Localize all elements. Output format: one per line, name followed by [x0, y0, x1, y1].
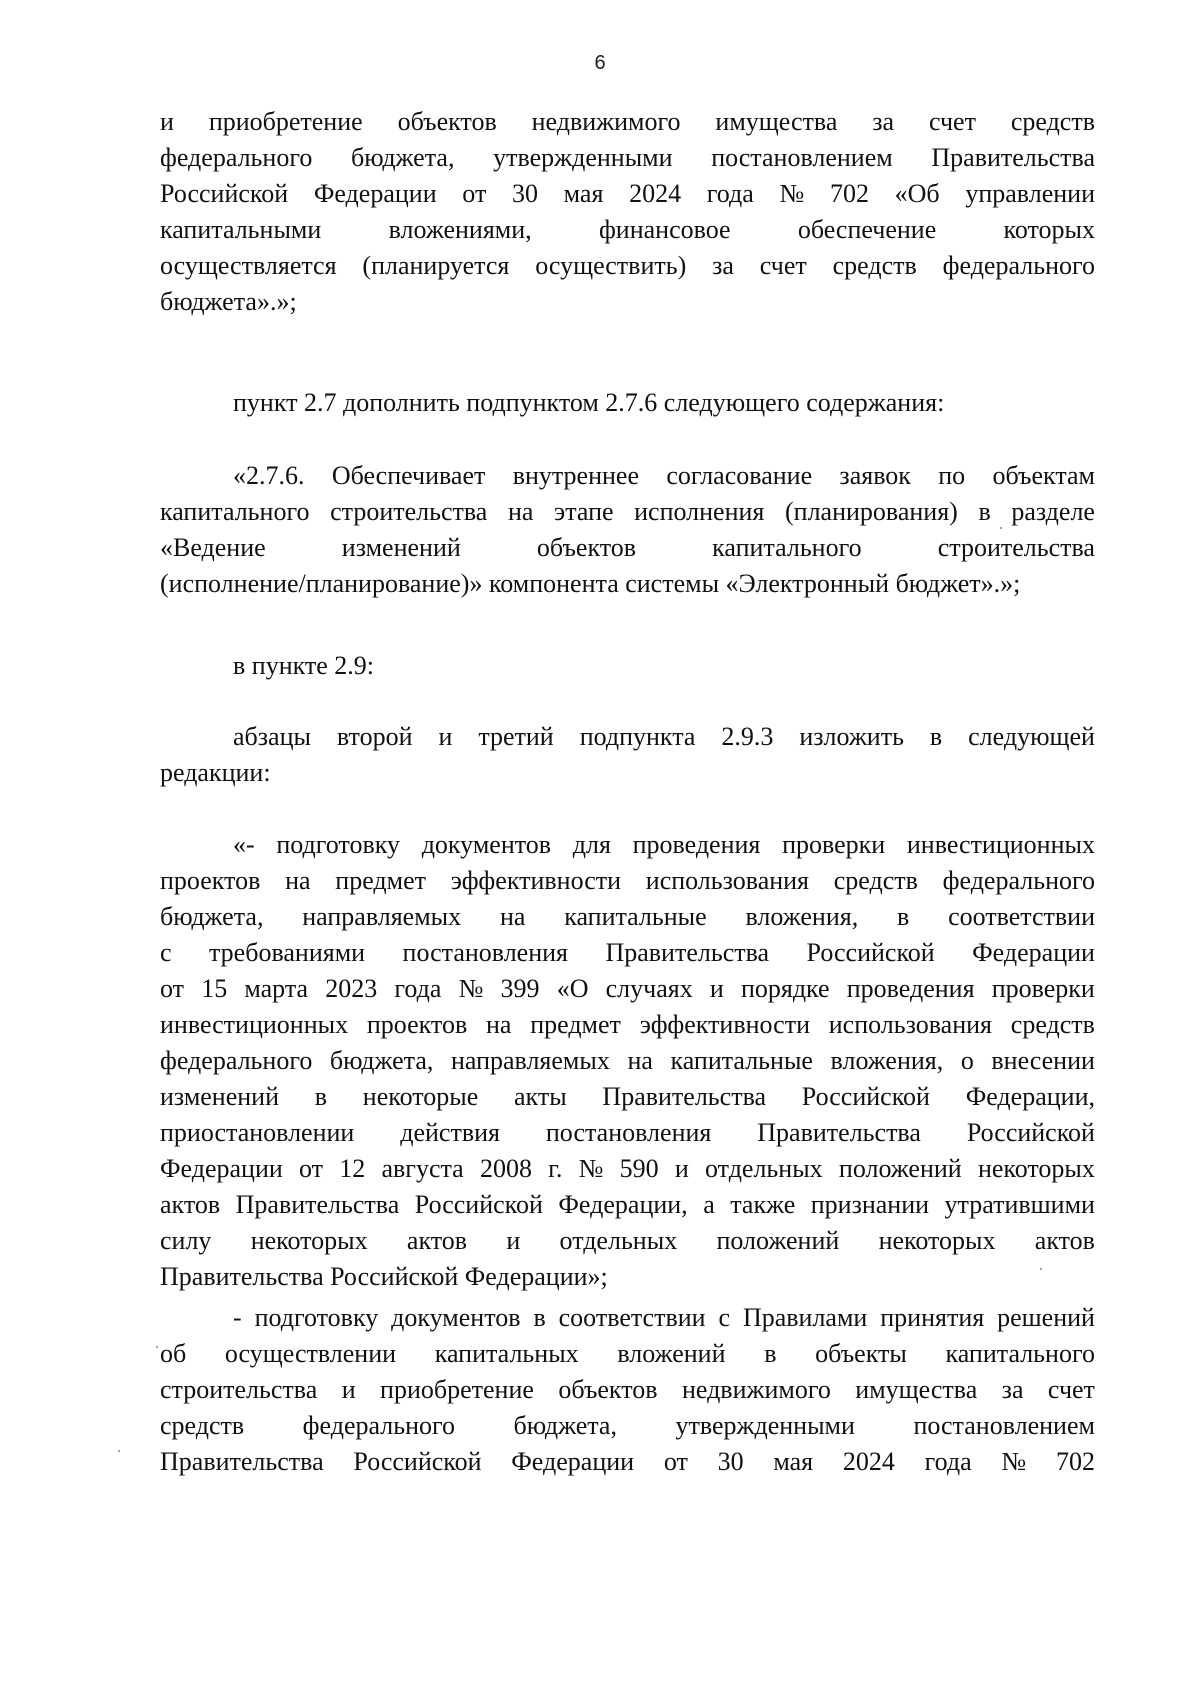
word: на — [627, 1046, 653, 1075]
paragraph — [160, 648, 1095, 684]
word: мая — [773, 1447, 814, 1476]
word: строительства — [160, 1375, 318, 1404]
word: 2024 — [629, 179, 682, 208]
word: подготовку — [276, 830, 400, 859]
word: силу — [160, 1226, 212, 1255]
scan-artifact — [1000, 527, 1002, 529]
word: подпункта — [579, 722, 696, 751]
text-line — [160, 458, 1095, 494]
word: капитального — [160, 497, 310, 526]
word: от — [462, 179, 487, 208]
word: предмет — [530, 1010, 621, 1039]
word: бюджета, — [160, 902, 264, 931]
word: федерального — [942, 866, 1095, 895]
text-line — [160, 971, 1095, 1007]
word: 15 — [201, 974, 228, 1003]
word: Федерации, — [558, 1190, 688, 1219]
word: средств — [1010, 107, 1095, 136]
word: и — [674, 1154, 689, 1183]
word: за — [712, 251, 734, 280]
word: приобретение — [208, 107, 363, 136]
text-line — [160, 1223, 1095, 1259]
word: Федерации — [313, 179, 437, 208]
word: федерального — [302, 1411, 456, 1440]
text-line — [160, 1043, 1095, 1079]
word: Правилами — [742, 1303, 868, 1332]
word: объектов — [397, 107, 497, 136]
word: соответствии — [948, 902, 1095, 931]
word: «Об — [894, 179, 940, 208]
word: обеспечение — [797, 215, 937, 244]
word: и — [506, 1226, 521, 1255]
word: документов — [421, 830, 552, 859]
text-line — [160, 176, 1095, 212]
text-line — [160, 755, 1095, 791]
word: использования — [645, 866, 810, 895]
word: требованиями — [209, 938, 366, 967]
paragraph — [160, 458, 1095, 602]
word: вложений — [617, 1339, 726, 1368]
paragraph — [160, 1300, 1095, 1480]
word: и — [160, 107, 174, 136]
word: и — [438, 722, 453, 751]
word: также — [730, 1190, 796, 1219]
word: объектов — [536, 533, 637, 562]
word: актов — [160, 1190, 221, 1219]
word: Правительства — [602, 1082, 767, 1111]
word: года — [394, 974, 442, 1003]
word: проведения — [846, 974, 975, 1003]
word: финансовое — [598, 215, 731, 244]
text-line — [160, 1336, 1095, 1372]
word: 30 — [717, 1447, 744, 1476]
word: 2.9.3 — [721, 722, 774, 751]
word: следующей — [968, 722, 1095, 751]
word: в — [929, 722, 943, 751]
word: от — [299, 1154, 324, 1183]
word: подготовку — [254, 1303, 379, 1332]
line-text: редакции: — [160, 758, 271, 787]
word: проверки — [782, 830, 886, 859]
word: бюджета, — [351, 143, 455, 172]
word: осуществить) — [535, 251, 687, 280]
word: Правительства — [605, 938, 770, 967]
word: соответствии — [558, 1303, 706, 1332]
word: капитальные — [670, 1046, 813, 1075]
word: изложить — [799, 722, 904, 751]
word: актов — [1034, 1226, 1095, 1255]
word: № — [1001, 1447, 1027, 1476]
word: счет — [1047, 1375, 1095, 1404]
text-line — [160, 1408, 1095, 1444]
word: от — [160, 974, 185, 1003]
word: от — [663, 1447, 688, 1476]
word: объектов — [558, 1375, 658, 1404]
text-line — [160, 494, 1095, 530]
word: утвержденными — [493, 143, 673, 172]
word: Правительства — [757, 1118, 921, 1147]
word: Российской — [414, 1190, 543, 1219]
text-line — [160, 104, 1095, 140]
word: Российской — [353, 1447, 482, 1476]
text-line — [160, 648, 1095, 684]
word: эффективности — [450, 866, 622, 895]
word: на — [507, 497, 534, 526]
word: в — [314, 1082, 328, 1111]
word: капитального — [712, 533, 862, 562]
text-line — [160, 1007, 1095, 1043]
word: объектам — [992, 461, 1095, 490]
word: бюджета, — [513, 1411, 617, 1440]
word: случаях — [605, 974, 693, 1003]
word: инвестиционных — [160, 1010, 349, 1039]
word: Федерации, — [965, 1082, 1095, 1111]
word: Правительства — [931, 143, 1095, 172]
word: 399 — [500, 974, 540, 1003]
word: управлении — [965, 179, 1095, 208]
word: 30 — [511, 179, 538, 208]
paragraph — [160, 827, 1095, 1295]
text-line — [160, 212, 1095, 248]
text-line — [160, 1151, 1095, 1187]
word: за — [872, 107, 895, 136]
word: федерального — [942, 251, 1095, 280]
word: Правительства — [235, 1190, 400, 1219]
text-line — [160, 1115, 1095, 1151]
word: приобретение — [380, 1375, 534, 1404]
word: федерального — [160, 143, 313, 172]
word: утвержденными — [675, 1411, 855, 1440]
text-line — [160, 719, 1095, 755]
word: по — [938, 461, 966, 490]
text-line — [160, 1187, 1095, 1223]
word: 2008 — [479, 1154, 532, 1183]
text-line — [160, 566, 1095, 602]
word: строительства — [330, 497, 488, 526]
word: а — [703, 1190, 715, 1219]
word: капитальными — [160, 215, 322, 244]
word: средств — [160, 1411, 245, 1440]
word: в — [533, 1303, 546, 1332]
word: в — [978, 497, 991, 526]
word: некоторых — [878, 1226, 996, 1255]
word: разделе — [1011, 497, 1095, 526]
text-line — [160, 1444, 1095, 1480]
word: постановления — [545, 1118, 712, 1147]
word: об — [160, 1339, 187, 1368]
line-text: Правительства Российской Федерации»; — [160, 1262, 608, 1291]
word: - — [233, 1303, 242, 1332]
word: счет — [928, 107, 976, 136]
word: некоторых — [977, 1154, 1095, 1183]
word: вложениями, — [388, 215, 532, 244]
text-line — [160, 385, 1095, 421]
word: для — [572, 830, 611, 859]
word: утратившими — [944, 1190, 1095, 1219]
line-text: пункт 2.7 дополнить подпунктом 2.7.6 следующего содержания: — [233, 388, 945, 417]
text-line — [160, 530, 1095, 566]
text-line — [160, 935, 1095, 971]
scan-artifact — [156, 1346, 158, 1348]
word: третий — [478, 722, 554, 751]
word: с — [160, 938, 172, 967]
word: августа — [381, 1154, 464, 1183]
paragraph — [160, 104, 1095, 320]
word: на — [285, 866, 311, 895]
word: положений — [838, 1154, 962, 1183]
text-line — [160, 1079, 1095, 1115]
word: № — [779, 179, 805, 208]
word: капитальные — [564, 902, 707, 931]
word: вложения, — [830, 1046, 944, 1075]
word: «О — [556, 974, 589, 1003]
word: документов — [391, 1303, 521, 1332]
word: приостановлении — [160, 1118, 355, 1147]
word: актов — [406, 1226, 468, 1255]
word: № — [578, 1154, 604, 1183]
text-line — [160, 899, 1095, 935]
word: 702 — [829, 179, 869, 208]
word: признании — [810, 1190, 930, 1219]
word: и — [341, 1375, 356, 1404]
word: предмет — [335, 866, 426, 895]
word: № — [458, 974, 484, 1003]
word: вложения, — [745, 902, 859, 931]
word: на — [499, 902, 526, 931]
text-line — [160, 140, 1095, 176]
word: некоторых — [250, 1226, 368, 1255]
word: осуществляется — [160, 251, 337, 280]
word: Российской — [801, 1082, 930, 1111]
page-number: 6 — [594, 52, 606, 74]
word: изменений — [160, 1082, 280, 1111]
word: проверки — [991, 974, 1095, 1003]
text-line — [160, 827, 1095, 863]
text-line — [160, 248, 1095, 284]
word: строительства — [937, 533, 1095, 562]
word: эффективности — [639, 1010, 810, 1039]
word: 2023 — [325, 974, 378, 1003]
word: Российской — [160, 179, 289, 208]
text-line — [160, 863, 1095, 899]
word: постановлением — [711, 143, 893, 172]
word: за — [1001, 1375, 1024, 1404]
word: 2024 — [842, 1447, 895, 1476]
word: осуществлении — [224, 1339, 397, 1368]
line-text: в пункте 2.9: — [233, 651, 375, 680]
word: на — [485, 1010, 512, 1039]
scan-artifact — [1040, 1268, 1042, 1270]
word: федерального — [160, 1046, 313, 1075]
word: проектов — [366, 1010, 468, 1039]
word: этапе — [554, 497, 614, 526]
word: Российской — [806, 938, 935, 967]
word: Правительства — [160, 1447, 324, 1476]
text-line — [160, 1300, 1095, 1336]
word: порядке — [740, 974, 830, 1003]
word: инвестиционных — [906, 830, 1095, 859]
word: мая — [563, 179, 604, 208]
word: недвижимого — [681, 1375, 831, 1404]
word: и — [709, 974, 724, 1003]
text-line — [160, 1372, 1095, 1408]
text-line — [160, 1259, 1095, 1295]
word: бюджета, — [329, 1046, 434, 1075]
word: использования — [828, 1010, 993, 1039]
word: объекты — [815, 1339, 907, 1368]
word: которых — [1003, 215, 1095, 244]
word: в — [764, 1339, 777, 1368]
word: Российской — [966, 1118, 1095, 1147]
word: средств — [1010, 1010, 1095, 1039]
word: Федерации — [511, 1447, 635, 1476]
word: внутреннее — [512, 461, 640, 490]
word: 702 — [1055, 1447, 1095, 1476]
word: Федерации — [160, 1154, 283, 1183]
word: действия — [400, 1118, 500, 1147]
word: некоторые — [362, 1082, 479, 1111]
word: решений — [997, 1303, 1095, 1332]
word: направляемых — [302, 902, 462, 931]
word: недвижимого — [531, 107, 681, 136]
word: года — [924, 1447, 972, 1476]
word: имущества — [715, 107, 838, 136]
text-line — [160, 284, 1095, 320]
word: 12 — [339, 1154, 366, 1183]
word: согласование — [666, 461, 813, 490]
word: «- — [233, 830, 255, 859]
word: (планируется — [362, 251, 510, 280]
word: 590 — [619, 1154, 659, 1183]
word: имущества — [855, 1375, 978, 1404]
word: (планирования) — [785, 497, 958, 526]
word: проектов — [160, 866, 261, 895]
paragraph — [160, 385, 1095, 421]
paragraph — [160, 719, 1095, 791]
word: проведения — [632, 830, 761, 859]
word: отдельных — [705, 1154, 823, 1183]
word: марта — [244, 974, 309, 1003]
word: счет — [759, 251, 807, 280]
word: постановления — [402, 938, 569, 967]
word: принятия — [880, 1303, 985, 1332]
word: средств — [832, 251, 917, 280]
word: средств — [833, 866, 918, 895]
word: отдельных — [559, 1226, 678, 1255]
word: акты — [514, 1082, 567, 1111]
word: постановлением — [913, 1411, 1095, 1440]
word: капитального — [945, 1339, 1095, 1368]
word: изменений — [341, 533, 461, 562]
word: капитальных — [434, 1339, 579, 1368]
word: г. — [548, 1154, 563, 1183]
scan-artifact — [118, 1450, 120, 1452]
line-text: бюджета».»; — [160, 287, 297, 316]
word: с — [718, 1303, 731, 1332]
word: исполнения — [634, 497, 765, 526]
word: положений — [716, 1226, 840, 1255]
word: внесении — [991, 1046, 1095, 1075]
word: Обеспечивает — [331, 461, 486, 490]
line-text: (исполнение/планирование)» компонента системы «Электронный бюджет».»; — [160, 569, 1021, 598]
word: заявок — [839, 461, 911, 490]
word: направляемых — [450, 1046, 610, 1075]
word: Федерации — [972, 938, 1095, 967]
word: «Ведение — [160, 533, 266, 562]
word: второй — [336, 722, 413, 751]
word: «2.7.6. — [233, 461, 305, 490]
word: года — [706, 179, 754, 208]
word: о — [960, 1046, 974, 1075]
word: в — [897, 902, 910, 931]
word: абзацы — [233, 722, 311, 751]
